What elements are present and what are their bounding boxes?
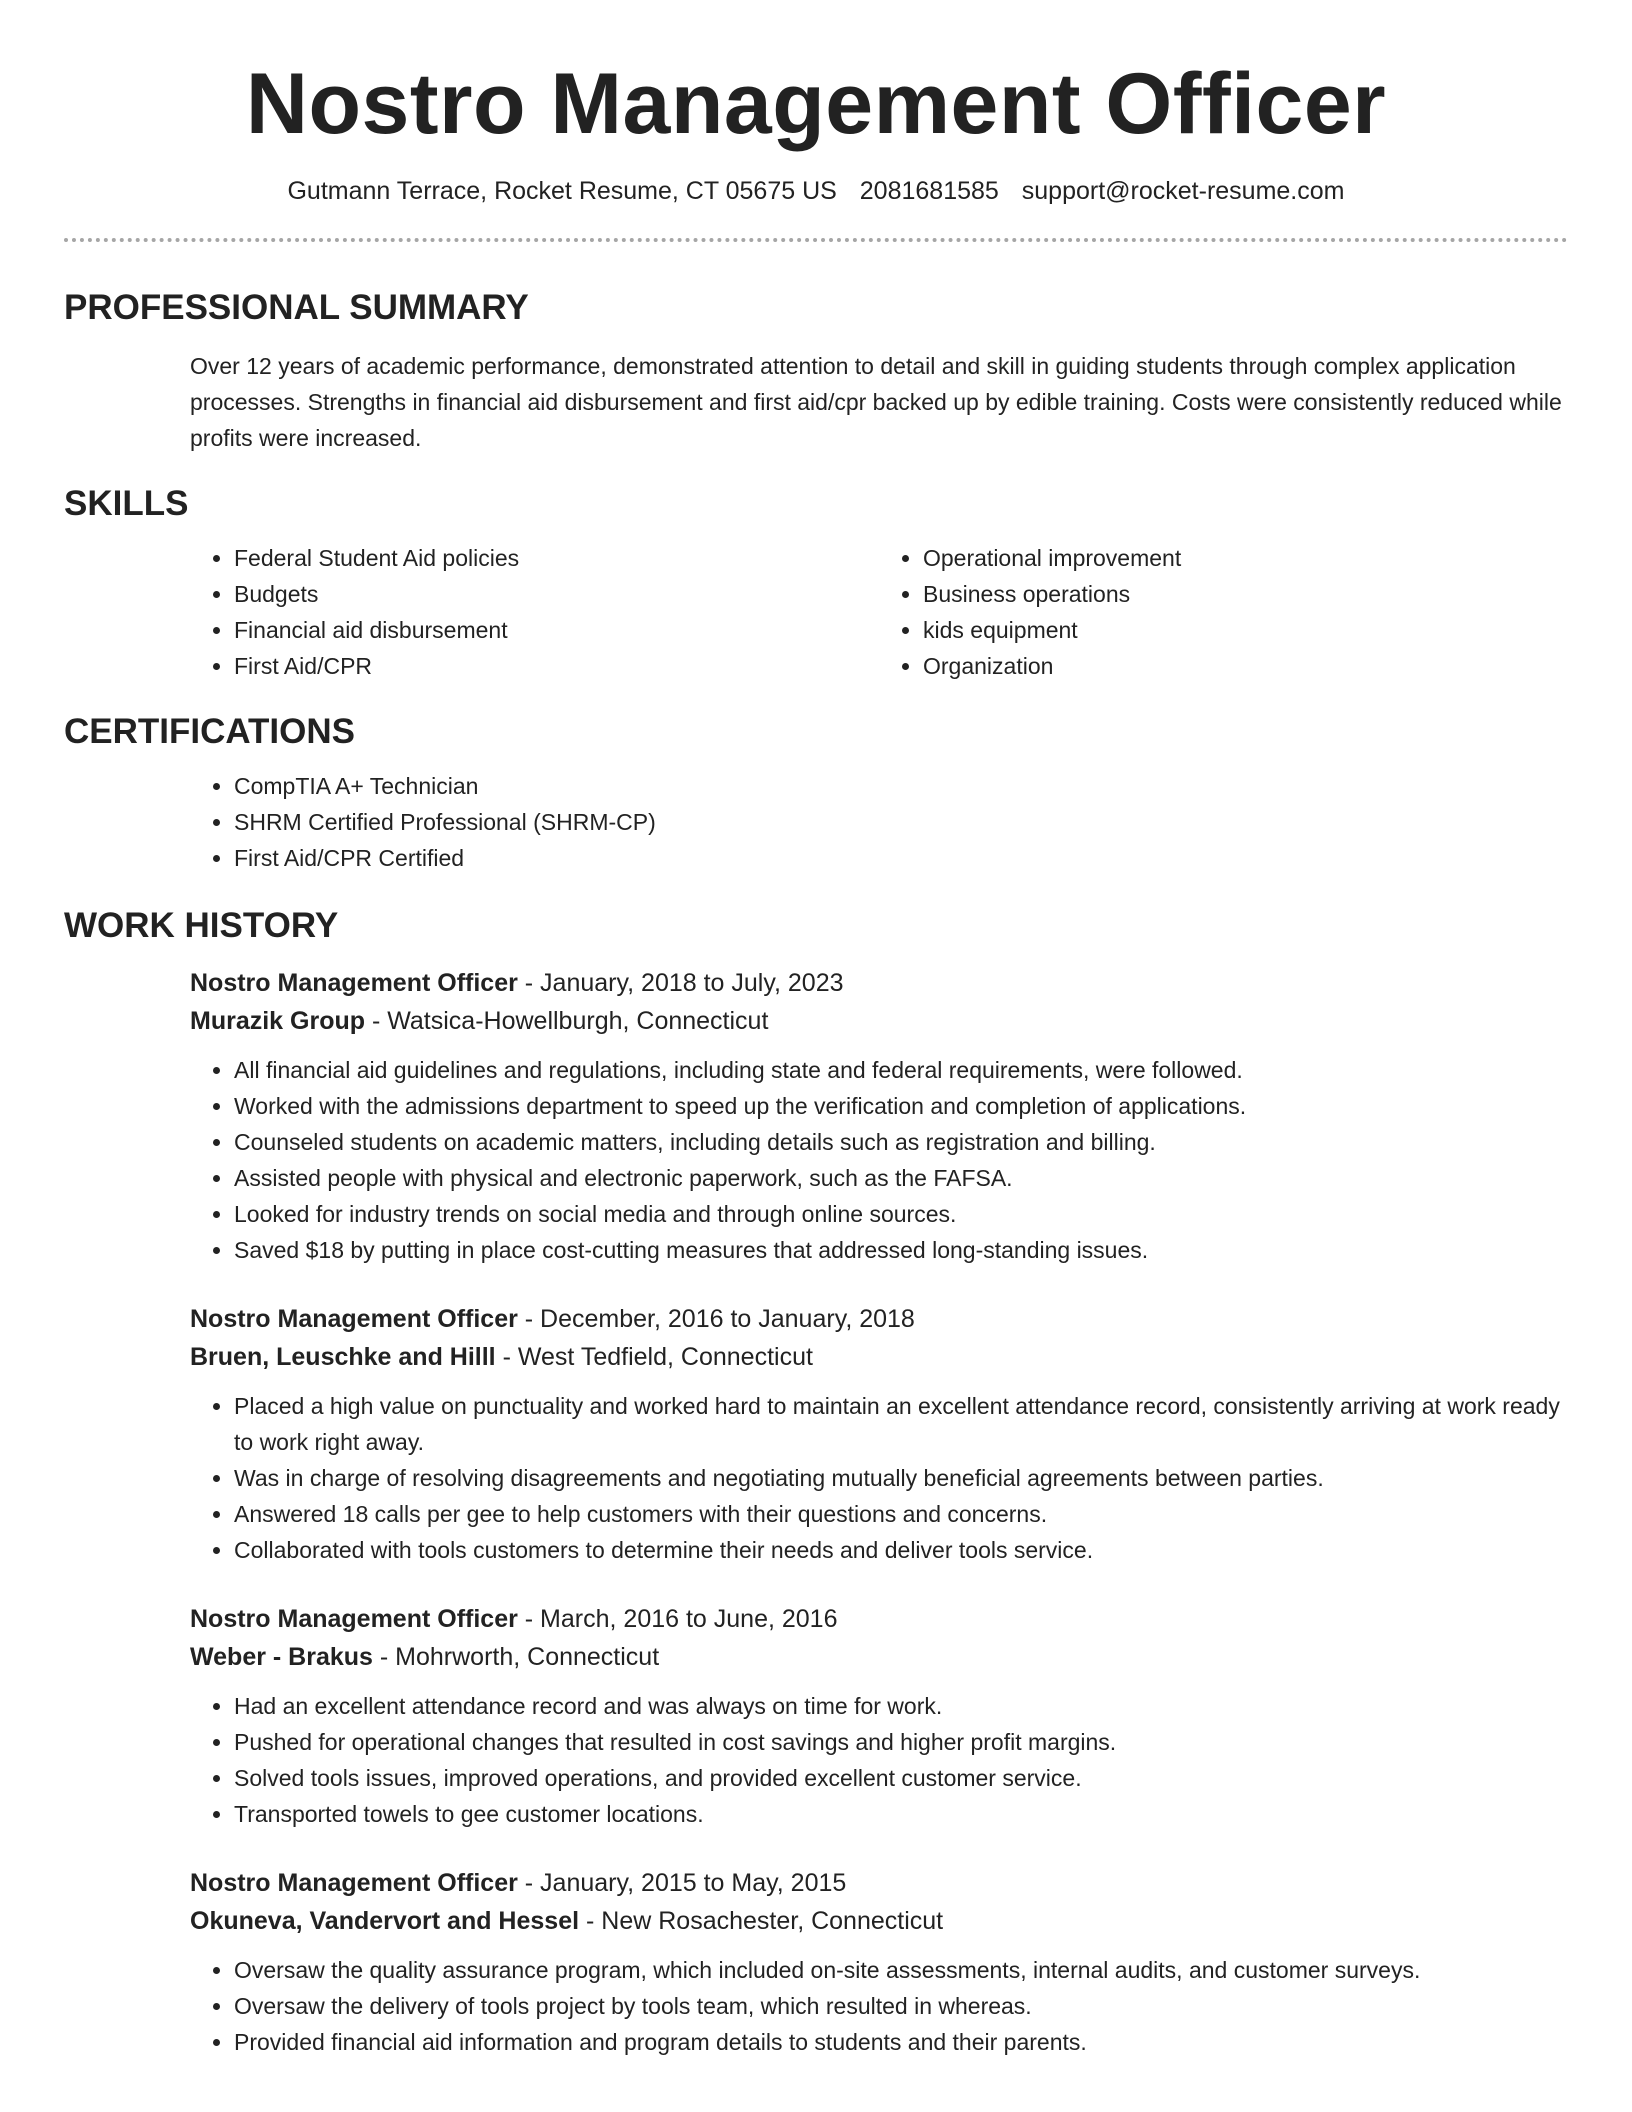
job-location: - Watsica-Howellburgh, Connecticut (365, 1007, 769, 1035)
summary-text: Over 12 years of academic performance, demonstrated attention to detail and skill in guiding students through complex application processes. Strengths in financial aid disbursement and first aid/cpr backed up by edible training. Costs were consistently reduced while profits were increased. (190, 353, 1562, 451)
skills-list-right (879, 540, 1568, 684)
job-bullet: • Assisted people with physical and electronic paperwork, such as the FAFSA. (234, 1160, 1568, 1196)
job-role-line (190, 1864, 1568, 1902)
certification-item: • First Aid/CPR Certified (234, 840, 1568, 876)
summary-title: PROFESSIONAL SUMMARY (64, 288, 529, 327)
skills-columns (190, 540, 1568, 684)
job-bullets (190, 1052, 1568, 1268)
job-bullet: • Worked with the admissions department to speed up the verification and completion of applications. (234, 1088, 1568, 1124)
job-role-line (190, 964, 1568, 1002)
job-bullet: • Pushed for operational changes that resulted in cost savings and higher profit margins. (234, 1724, 1568, 1760)
job-role: Nostro Management Officer (190, 1605, 518, 1633)
job-bullet: • Provided financial aid information and program details to students and their parents. (234, 2024, 1568, 2060)
job-dates: - December, 2016 to January, 2018 (517, 1305, 915, 1333)
job-entry (190, 1300, 1568, 1568)
job-location: - Mohrworth, Connecticut (372, 1643, 660, 1671)
job-bullet: • Oversaw the quality assurance program, which included on-site assessments, internal audits, and customer surveys. (234, 1952, 1568, 1988)
job-role-line (190, 1600, 1568, 1638)
job-location: - West Tedfield, Connecticut (495, 1343, 813, 1371)
skills-list-left (190, 540, 879, 684)
skill-item: • Operational improvement (923, 540, 1568, 576)
job-bullet: • Saved $18 by putting in place cost-cutting measures that addressed long-standing issues. (234, 1232, 1568, 1268)
certifications-list (190, 768, 1568, 876)
job-bullets (190, 1388, 1568, 1568)
job-entry (190, 1864, 1568, 2060)
job-entry (190, 964, 1568, 1268)
job-bullet: • Looked for industry trends on social media and through online sources. (234, 1196, 1568, 1232)
job-bullet: • Was in charge of resolving disagreements and negotiating mutually beneficial agreements between parties. (234, 1460, 1568, 1496)
job-company-line (190, 1902, 1568, 1940)
job-company: Bruen, Leuschke and Hilll (190, 1343, 496, 1371)
job-bullet: • Answered 18 calls per gee to help customers with their questions and concerns. (234, 1496, 1568, 1532)
header-divider (64, 238, 1568, 242)
skill-item: • Budgets (234, 576, 879, 612)
contact-email: support@rocket-resume.com (1021, 177, 1345, 205)
contact-line (64, 174, 1568, 208)
certification-item: • SHRM Certified Professional (SHRM-CP) (234, 804, 1568, 840)
skill-item: • kids equipment (923, 612, 1568, 648)
job-dates: - January, 2015 to May, 2015 (517, 1869, 847, 1897)
resume-name: Nostro Management Officer (245, 56, 1387, 152)
job-bullet: • All financial aid guidelines and regulations, including state and federal requirements, were followed. (234, 1052, 1568, 1088)
job-location: - New Rosachester, Connecticut (579, 1907, 944, 1935)
job-dates: - January, 2018 to July, 2023 (517, 969, 844, 997)
job-bullet: • Placed a high value on punctuality and worked hard to maintain an excellent attendance record, consistently arriving at work ready to work right away. (234, 1388, 1568, 1460)
job-bullet: • Transported towels to gee customer locations. (234, 1796, 1568, 1832)
work-history-title: WORK HISTORY (64, 906, 339, 945)
job-company-line (190, 1002, 1568, 1040)
contact-phone: 2081681585 (859, 177, 999, 205)
job-company-line (190, 1338, 1568, 1376)
job-role: Nostro Management Officer (190, 969, 518, 997)
job-role-line (190, 1300, 1568, 1338)
job-bullets (190, 1688, 1568, 1832)
job-bullet: • Solved tools issues, improved operations, and provided excellent customer service. (234, 1760, 1568, 1796)
job-role: Nostro Management Officer (190, 1305, 518, 1333)
certifications-section (64, 710, 1568, 876)
job-company: Weber - Brakus (190, 1643, 373, 1671)
summary-section (64, 286, 1568, 456)
job-company-line (190, 1638, 1568, 1676)
skill-item: • Organization (923, 648, 1568, 684)
contact-address: Gutmann Terrace, Rocket Resume, CT 05675 US (287, 177, 837, 205)
job-bullet: • Counseled students on academic matters, including details such as registration and billing. (234, 1124, 1568, 1160)
certifications-title: CERTIFICATIONS (64, 712, 356, 751)
job-dates: - March, 2016 to June, 2016 (517, 1605, 838, 1633)
skill-item: • Federal Student Aid policies (234, 540, 879, 576)
job-company: Murazik Group (190, 1007, 366, 1035)
job-bullet: • Had an excellent attendance record and was always on time for work. (234, 1688, 1568, 1724)
job-company: Okuneva, Vandervort and Hessel (190, 1907, 580, 1935)
skill-item: • First Aid/CPR (234, 648, 879, 684)
certification-item: • CompTIA A+ Technician (234, 768, 1568, 804)
skill-item: • Financial aid disbursement (234, 612, 879, 648)
job-role: Nostro Management Officer (190, 1869, 518, 1897)
work-history-section (64, 904, 1568, 2060)
job-entry (190, 1600, 1568, 1832)
job-bullet: • Oversaw the delivery of tools project by tools team, which resulted in whereas. (234, 1988, 1568, 2024)
skills-section (64, 482, 1568, 684)
skills-title: SKILLS (64, 484, 189, 523)
job-bullet: • Collaborated with tools customers to determine their needs and deliver tools service. (234, 1532, 1568, 1568)
skill-item: • Business operations (923, 576, 1568, 612)
job-bullets (190, 1952, 1568, 2060)
